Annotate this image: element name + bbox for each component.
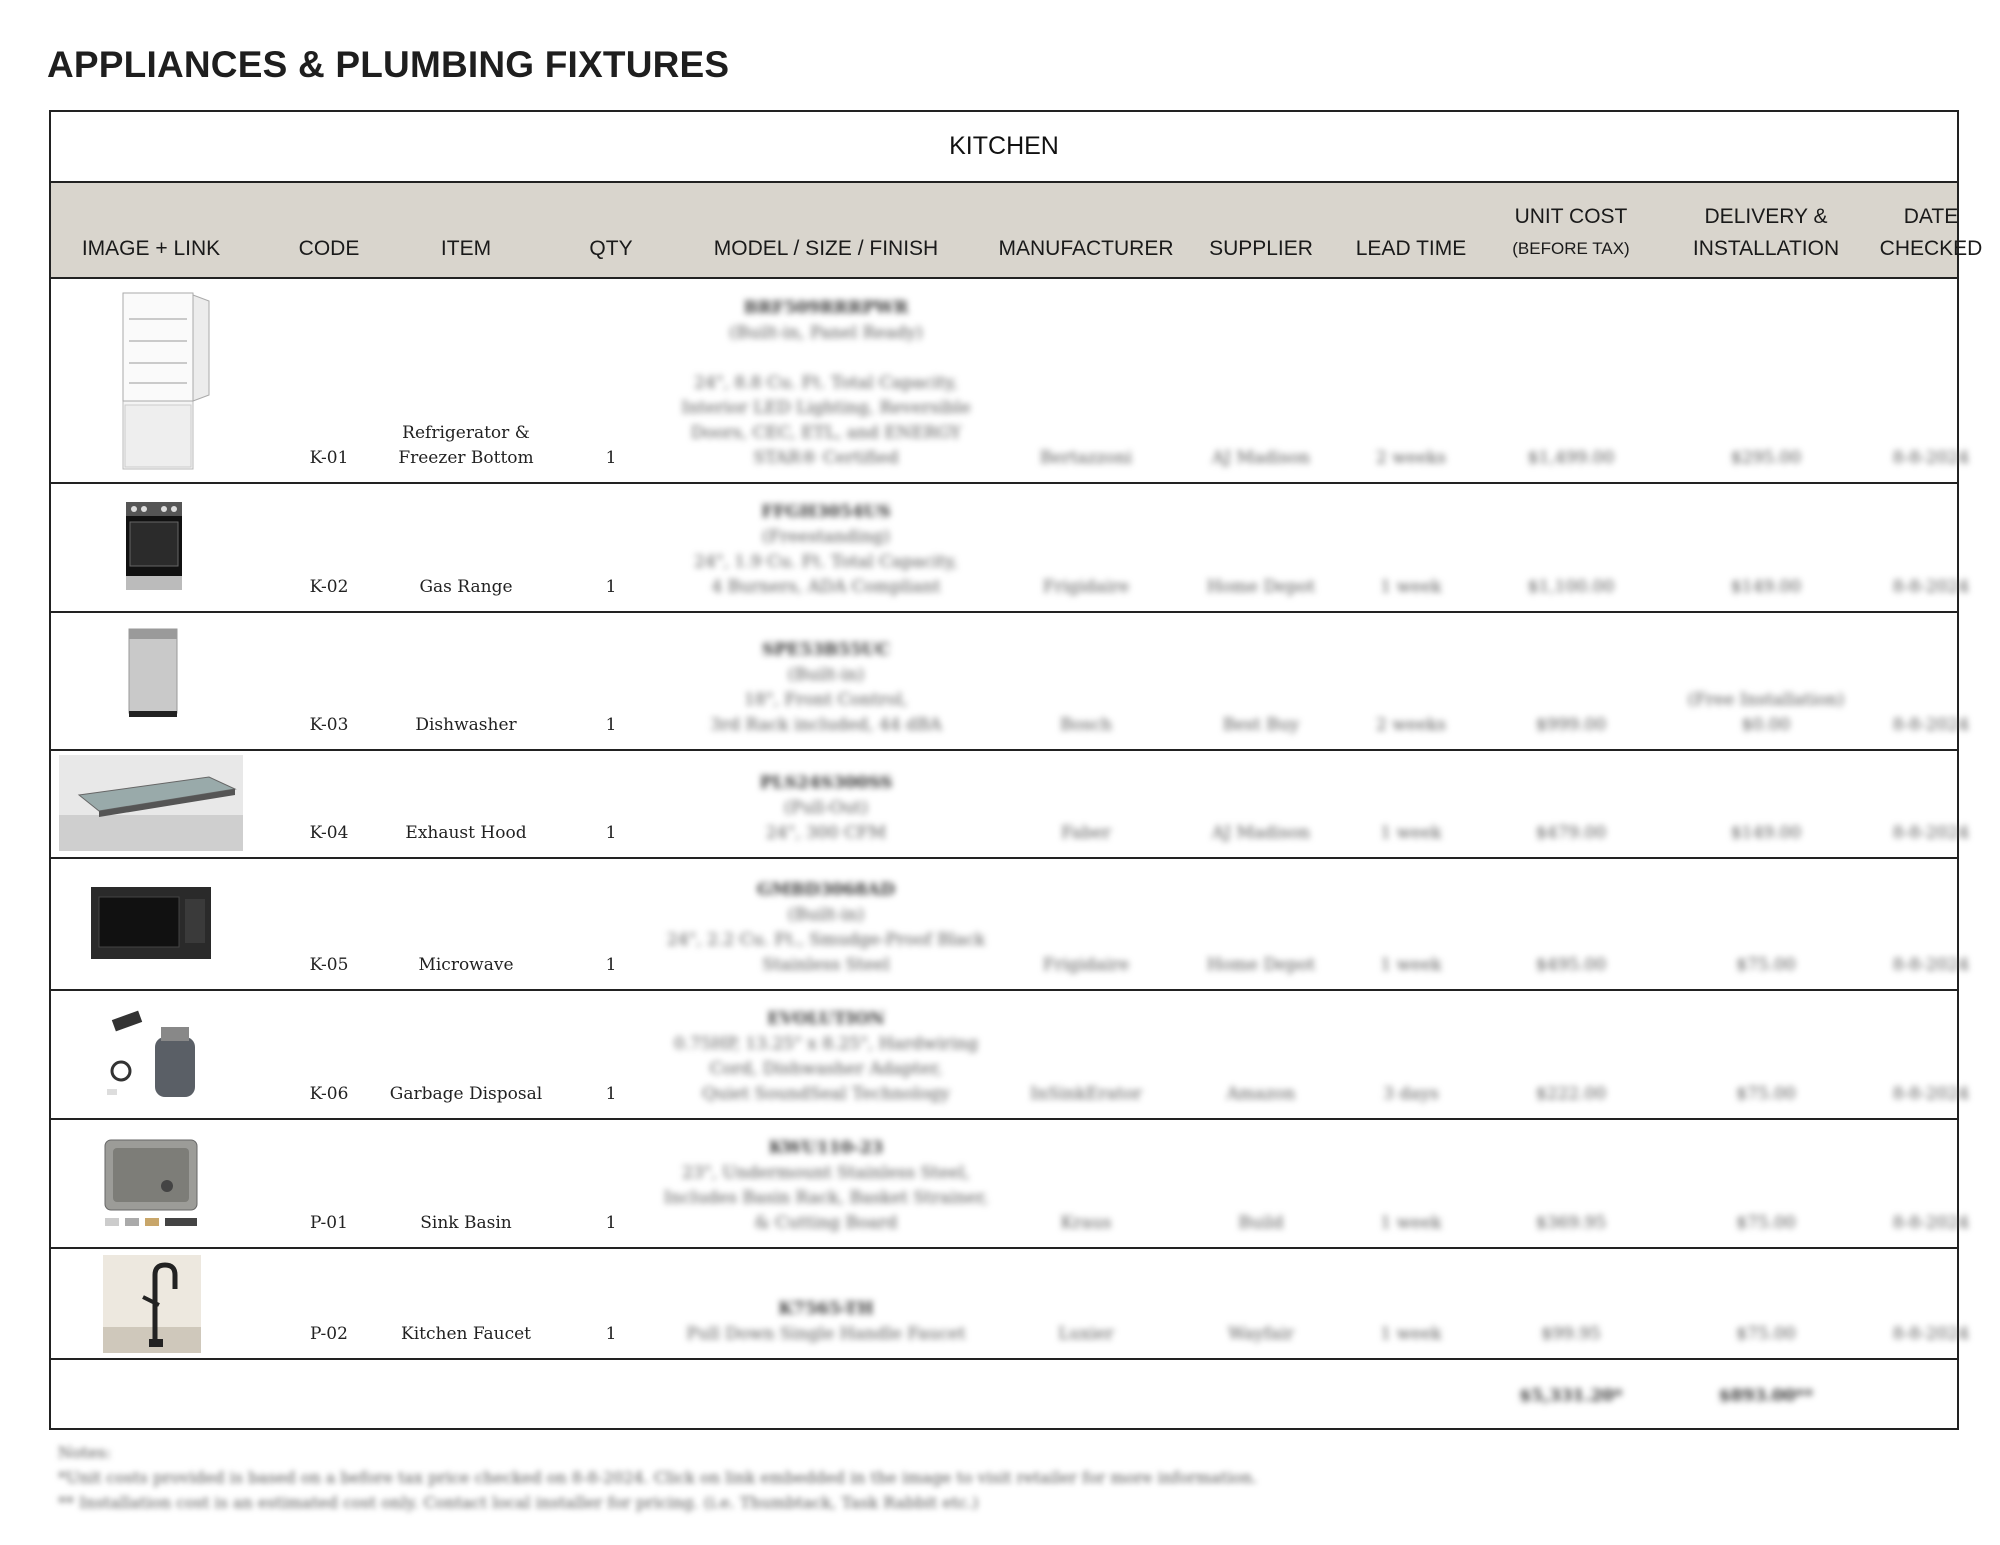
date-checked-cell: 8-8-2024 <box>1892 448 1970 468</box>
unit-cost-cell: $479.00 <box>1535 823 1607 843</box>
total-unit-cost: $5,331.20* <box>1519 1386 1623 1406</box>
code-cell: K-05 <box>309 955 349 975</box>
notes-heading: Notes: <box>58 1443 112 1462</box>
col-image: IMAGE + LINK <box>81 237 221 260</box>
delivery-cell: $75.00 <box>1736 1324 1796 1344</box>
fixtures-table <box>49 110 1983 1430</box>
col-qty: QTY <box>589 237 633 260</box>
supplier-cell: Home Depot <box>1206 955 1316 975</box>
manufacturer-cell: Frigidaire <box>1042 577 1130 597</box>
col-supplier: SUPPLIER <box>1209 237 1313 260</box>
item-cell: Microwave <box>418 955 514 975</box>
section-title: KITCHEN <box>51 112 1957 183</box>
col-item: ITEM <box>440 237 492 260</box>
unit-cost-cell: $1,100.00 <box>1527 577 1615 597</box>
table-header <box>51 183 1983 279</box>
notes <box>58 1440 1257 1515</box>
qty-cell: 1 <box>605 955 617 975</box>
supplier-cell: Home Depot <box>1206 577 1316 597</box>
qty-cell: 1 <box>605 1213 617 1233</box>
notes-line-2: ** Installation cost is an estimated cost only. Contact local installer for pricing. (i.e. Thumbtack, Task Rabbit etc.) <box>58 1493 979 1512</box>
delivery-cell: $149.00 <box>1730 577 1802 597</box>
dishwasher-image[interactable] <box>127 627 179 724</box>
model-cell: GMBD3068AD (Built-in) 24", 2.2 Cu. Ft., Smudge-Proof Black Stainless Steel <box>666 880 986 975</box>
model-cell: BRF509RRRPWR (Built-in, Panel Ready) 24", 8.8 Cu. Ft. Total Capacity, Interior LED Lighting, Reversible Doors, CEC, ETL, and ENERGY STAR® Certified <box>681 298 971 468</box>
hood-image[interactable] <box>59 755 243 856</box>
item-cell: Sink Basin <box>420 1213 512 1233</box>
col-manufacturer: MANUFACTURER <box>998 237 1174 260</box>
supplier-cell: Build <box>1238 1213 1284 1233</box>
lead-time-cell: 1 week <box>1380 1213 1442 1233</box>
item-cell: Dishwasher <box>415 715 517 735</box>
totals-row <box>51 1364 1957 1428</box>
model-cell: KWU110-23 23", Undermount Stainless Steel, Includes Basin Rack, Basket Strainer, & Cutting Board <box>663 1138 989 1233</box>
table-row <box>51 751 1970 859</box>
col-date-line1: DATE <box>1903 205 1959 228</box>
table-row <box>51 613 1970 751</box>
delivery-cell: $149.00 <box>1730 823 1802 843</box>
unit-cost-cell: $99.95 <box>1541 1324 1601 1344</box>
item-cell: Exhaust Hood <box>405 823 527 843</box>
code-cell: K-02 <box>309 577 349 597</box>
unit-cost-cell: $1,499.00 <box>1527 448 1615 468</box>
model-cell: EVOLUTION 0.75HP, 13.25" x 8.25", Hardwiring Cord, Dishwasher Adapter, Quiet SoundSeal Technology <box>673 1009 979 1104</box>
manufacturer-cell: Faber <box>1061 823 1111 843</box>
table-row <box>51 1120 1970 1249</box>
table-row <box>51 991 1970 1120</box>
item-cell: Garbage Disposal <box>389 1084 543 1104</box>
item-cell: Gas Range <box>419 577 513 597</box>
delivery-note-cell: (Free Installation) <box>1687 690 1845 710</box>
manufacturer-cell: Bertazzoni <box>1039 448 1133 468</box>
model-cell: PLS24S300SS (Pull-Out) 24", 300 CFM <box>759 773 893 843</box>
lead-time-cell: 3 days <box>1383 1084 1439 1104</box>
manufacturer-cell: Frigidaire <box>1042 955 1130 975</box>
supplier-cell: AJ Madison <box>1211 823 1311 843</box>
qty-cell: 1 <box>605 448 617 468</box>
page-title: APPLIANCES & PLUMBING FIXTURES <box>47 44 730 85</box>
lead-time-cell: 1 week <box>1380 955 1442 975</box>
faucet-image[interactable] <box>103 1255 201 1358</box>
code-cell: P-02 <box>310 1324 348 1344</box>
manufacturer-cell: Kraus <box>1060 1213 1112 1233</box>
item-cell: Freezer Bottom <box>398 448 534 468</box>
date-checked-cell: 8-8-2024 <box>1892 823 1970 843</box>
lead-time-cell: 1 week <box>1380 577 1442 597</box>
item-cell: Kitchen Faucet <box>401 1324 531 1344</box>
total-delivery: $893.00** <box>1718 1386 1814 1406</box>
code-cell: K-03 <box>309 715 349 735</box>
unit-cost-cell: $369.95 <box>1535 1213 1607 1233</box>
qty-cell: 1 <box>605 1324 617 1344</box>
manufacturer-cell: Luxier <box>1058 1324 1114 1344</box>
refrigerator-image[interactable] <box>121 291 211 476</box>
qty-cell: 1 <box>605 1084 617 1104</box>
col-delivery-line2: INSTALLATION <box>1692 237 1840 260</box>
supplier-cell: AJ Madison <box>1211 448 1311 468</box>
qty-cell: 1 <box>605 577 617 597</box>
model-cell: SPE53B55UC (Built-in) 18", Front Control, 3rd Rack included, 44 dBA <box>710 640 942 735</box>
range-image[interactable] <box>124 500 184 597</box>
table-row <box>51 859 1970 991</box>
date-checked-cell: 8-8-2024 <box>1892 955 1970 975</box>
delivery-cell: $0.00 <box>1741 715 1791 735</box>
delivery-cell: $75.00 <box>1736 1084 1796 1104</box>
manufacturer-cell: InSinkErator <box>1030 1084 1142 1104</box>
col-unit-cost-line2: (BEFORE TAX) <box>1512 239 1630 258</box>
col-model: MODEL / SIZE / FINISH <box>713 237 939 260</box>
col-lead-time: LEAD TIME <box>1355 237 1467 260</box>
model-cell: FFGH3054US (Freestanding) 24", 1.9 Cu. Ft. Total Capacity, 4 Burners, ADA Compliant <box>694 502 958 597</box>
col-delivery-line1: DELIVERY & <box>1704 205 1828 228</box>
table-row <box>51 1249 1970 1360</box>
table-row <box>51 484 1970 613</box>
notes-line-1: *Unit costs provided is based on a before tax price checked on 8-8-2024. Click on link embedded in the image to visit retailer for more information. <box>58 1468 1258 1487</box>
supplier-cell: Best Buy <box>1222 715 1300 735</box>
microwave-image[interactable] <box>89 885 213 966</box>
disposal-image[interactable] <box>99 1009 203 1106</box>
supplier-cell: Amazon <box>1226 1084 1296 1104</box>
manufacturer-cell: Bosch <box>1060 715 1112 735</box>
code-cell: P-01 <box>310 1213 348 1233</box>
col-date <box>1851 201 2000 265</box>
col-unit-cost <box>1471 201 1671 265</box>
unit-cost-cell: $999.00 <box>1535 715 1607 735</box>
date-checked-cell: 8-8-2024 <box>1892 1084 1970 1104</box>
code-cell: K-04 <box>309 823 349 843</box>
lead-time-cell: 1 week <box>1380 823 1442 843</box>
table-row <box>51 279 1970 484</box>
code-cell: K-06 <box>309 1084 349 1104</box>
date-checked-cell: 8-8-2024 <box>1892 715 1970 735</box>
supplier-cell: Wayfair <box>1228 1324 1294 1344</box>
sink-image[interactable] <box>101 1134 205 1239</box>
code-cell: K-01 <box>309 448 349 468</box>
col-code: CODE <box>298 237 360 260</box>
date-checked-cell: 8-8-2024 <box>1892 577 1970 597</box>
model-cell: K7565-TH Pull Down Single Handle Faucet <box>686 1299 966 1344</box>
unit-cost-cell: $222.00 <box>1535 1084 1607 1104</box>
unit-cost-cell: $495.00 <box>1535 955 1607 975</box>
delivery-cell: $295.00 <box>1730 448 1802 468</box>
lead-time-cell: 1 week <box>1380 1324 1442 1344</box>
col-delivery <box>1651 201 1881 265</box>
qty-cell: 1 <box>605 823 617 843</box>
lead-time-cell: 2 weeks <box>1376 715 1446 735</box>
item-cell-line1: Refrigerator & <box>402 423 530 443</box>
delivery-cell: $75.00 <box>1736 1213 1796 1233</box>
date-checked-cell: 8-8-2024 <box>1892 1324 1970 1344</box>
lead-time-cell: 2 weeks <box>1376 448 1446 468</box>
date-checked-cell: 8-8-2024 <box>1892 1213 1970 1233</box>
qty-cell: 1 <box>605 715 617 735</box>
col-unit-cost-line1: UNIT COST <box>1514 205 1628 228</box>
col-date-line2: CHECKED <box>1879 237 1983 260</box>
delivery-cell: $75.00 <box>1736 955 1796 975</box>
